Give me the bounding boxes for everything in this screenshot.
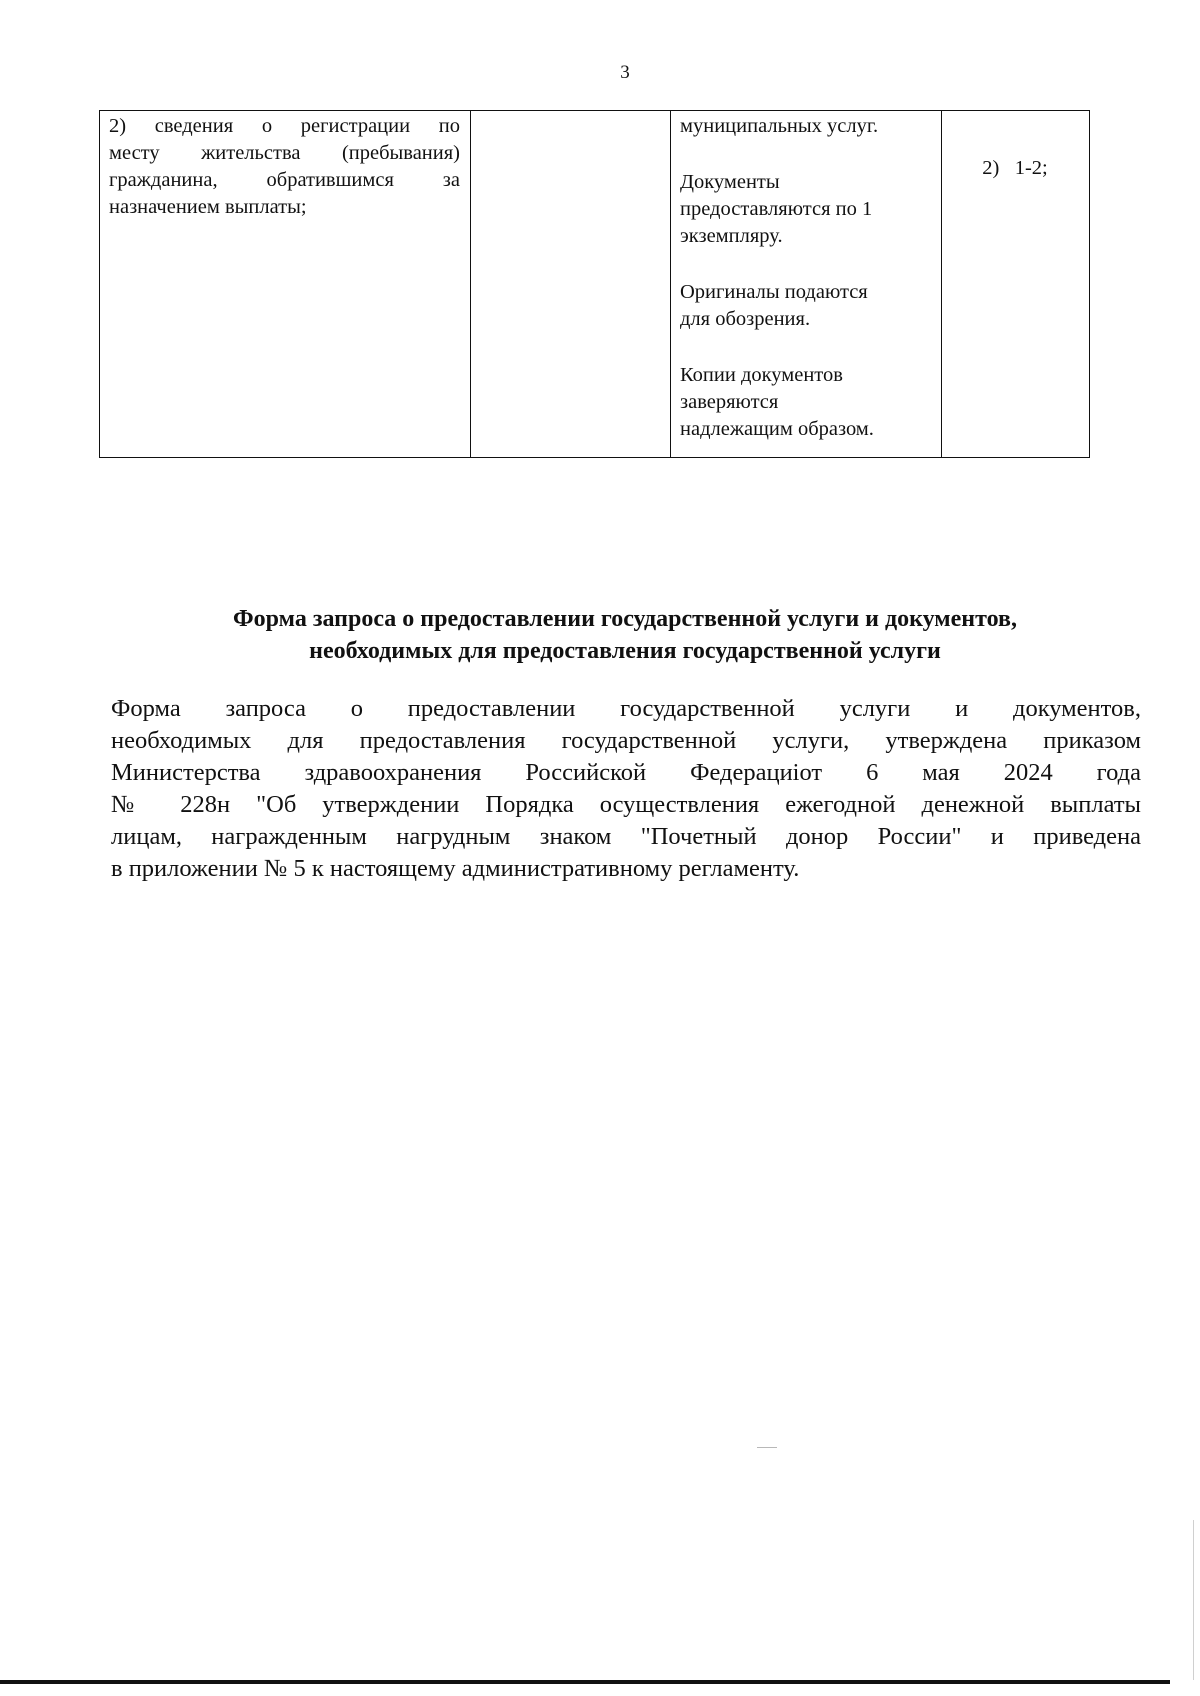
cell-line: гражданина, обратившимся за — [109, 169, 460, 191]
scan-edge — [1193, 1520, 1194, 1680]
cell-line: надлежащим образом. — [680, 418, 874, 440]
paragraph-line: в приложении № 5 к настоящему административному регламенту. — [111, 855, 800, 882]
cell-line: муниципальных услуг. — [680, 115, 879, 137]
table-cell-document-description — [100, 111, 471, 458]
scan-artifact — [757, 1447, 777, 1448]
cell-line: для обозрения. — [680, 308, 811, 330]
cell-line: экземпляру. — [680, 225, 783, 247]
body-paragraph — [111, 693, 1141, 885]
section-heading — [110, 603, 1140, 667]
table-cell-reference: 2) 1-2; — [942, 111, 1090, 458]
paragraph-line: лицам, награжденным нагрудным знаком "Почетный донор России" и приведена — [111, 823, 1141, 850]
heading-line: Форма запроса о предоставлении государственной услуги и документов, — [233, 606, 1017, 632]
table-cell-empty — [471, 111, 671, 458]
cell-line: месту жительства (пребывания) — [109, 142, 460, 164]
paragraph-line: Министерства здравоохранения Российской Федерациiот 6 мая 2024 года — [111, 759, 1141, 786]
table-row — [100, 111, 1090, 458]
requirements-table — [99, 110, 1090, 458]
cell-line: заверяются — [680, 391, 779, 413]
cell-line: 2) сведения о регистрации по — [109, 115, 460, 137]
bottom-scan-border — [0, 1680, 1170, 1684]
cell-line: Копии документов — [680, 364, 843, 386]
cell-line: Документы — [680, 171, 780, 193]
cell-line: назначением выплаты; — [109, 196, 307, 218]
paragraph-line: необходимых для предоставления государственной услуги, утверждена приказом — [111, 727, 1141, 754]
paragraph-line: № 228н "Об утверждении Порядка осуществления ежегодной денежной выплаты — [111, 791, 1141, 818]
page-number: 3 — [620, 62, 630, 83]
heading-line: необходимых для предоставления государственной услуги — [309, 638, 941, 664]
paragraph-line: Форма запроса о предоставлении государственной услуги и документов, — [111, 695, 1141, 722]
cell-line: Оригиналы подаются — [680, 281, 868, 303]
table-cell-requirements — [671, 111, 942, 458]
cell-line: предоставляются по 1 — [680, 198, 873, 220]
